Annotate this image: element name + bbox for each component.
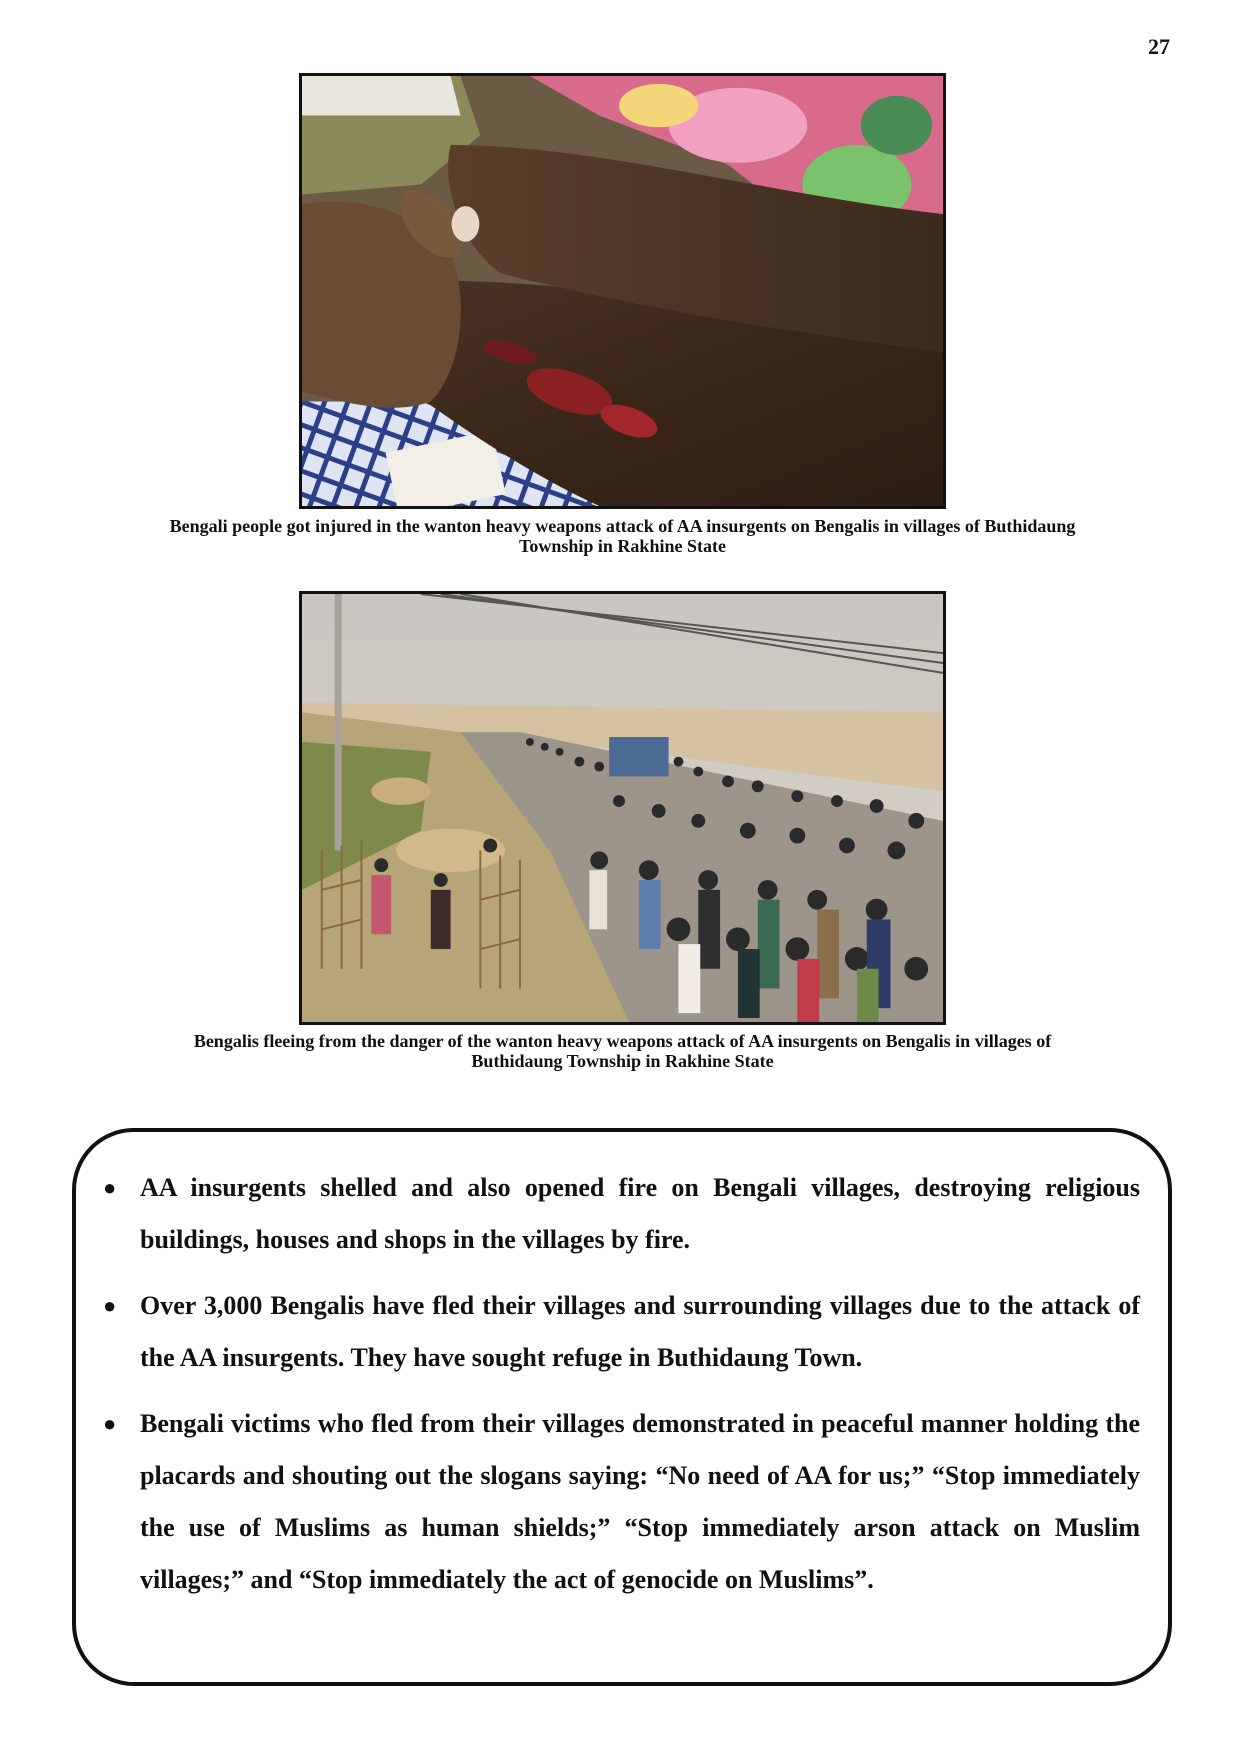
summary-bullet-item xyxy=(103,1280,1140,1384)
summary-bullet-text: Bengali victims who fled from their villages demonstrated in peaceful manner holding the placards and shouting out the slogans saying: “No need of AA for us;” “Stop immediately the use of Muslims as human shields;” “Stop immediately arson attack on Muslim villages;” and “Stop immediately the act of genocide on Muslims”. xyxy=(140,1409,1140,1594)
photo-caption-fleeing: Bengalis fleeing from the danger of the wanton heavy weapons attack of AA insurgents on Bengalis in villages of Buthidaung Township in Rakhine State xyxy=(193,1031,1052,1071)
summary-bullet-list xyxy=(103,1162,1140,1620)
fleeing-crowd-image xyxy=(302,594,943,1022)
injured-arm-image xyxy=(302,76,943,506)
bullet-icon: ● xyxy=(103,1293,117,1318)
summary-bullet-item xyxy=(103,1162,1140,1266)
summary-bullet-text: Over 3,000 Bengalis have fled their villages and surrounding villages due to the attack of the AA insurgents. They have sought refuge in Buthidaung Town. xyxy=(140,1291,1140,1372)
summary-bullet-item xyxy=(103,1398,1140,1606)
page-number: 27 xyxy=(1148,34,1170,59)
bullet-icon: ● xyxy=(103,1411,117,1436)
photo-fleeing-crowd xyxy=(299,591,946,1025)
summary-box xyxy=(72,1128,1172,1686)
summary-bullet-text: AA insurgents shelled and also opened fire on Bengali villages, destroying religious buildings, houses and shops in the villages by fire. xyxy=(140,1173,1140,1254)
bullet-icon: ● xyxy=(103,1175,117,1200)
photo-caption-injured: Bengali people got injured in the wanton heavy weapons attack of AA insurgents on Bengalis in villages of Buthidaung Township in Rakhine State xyxy=(169,516,1076,556)
photo-injured-arm xyxy=(299,73,946,509)
